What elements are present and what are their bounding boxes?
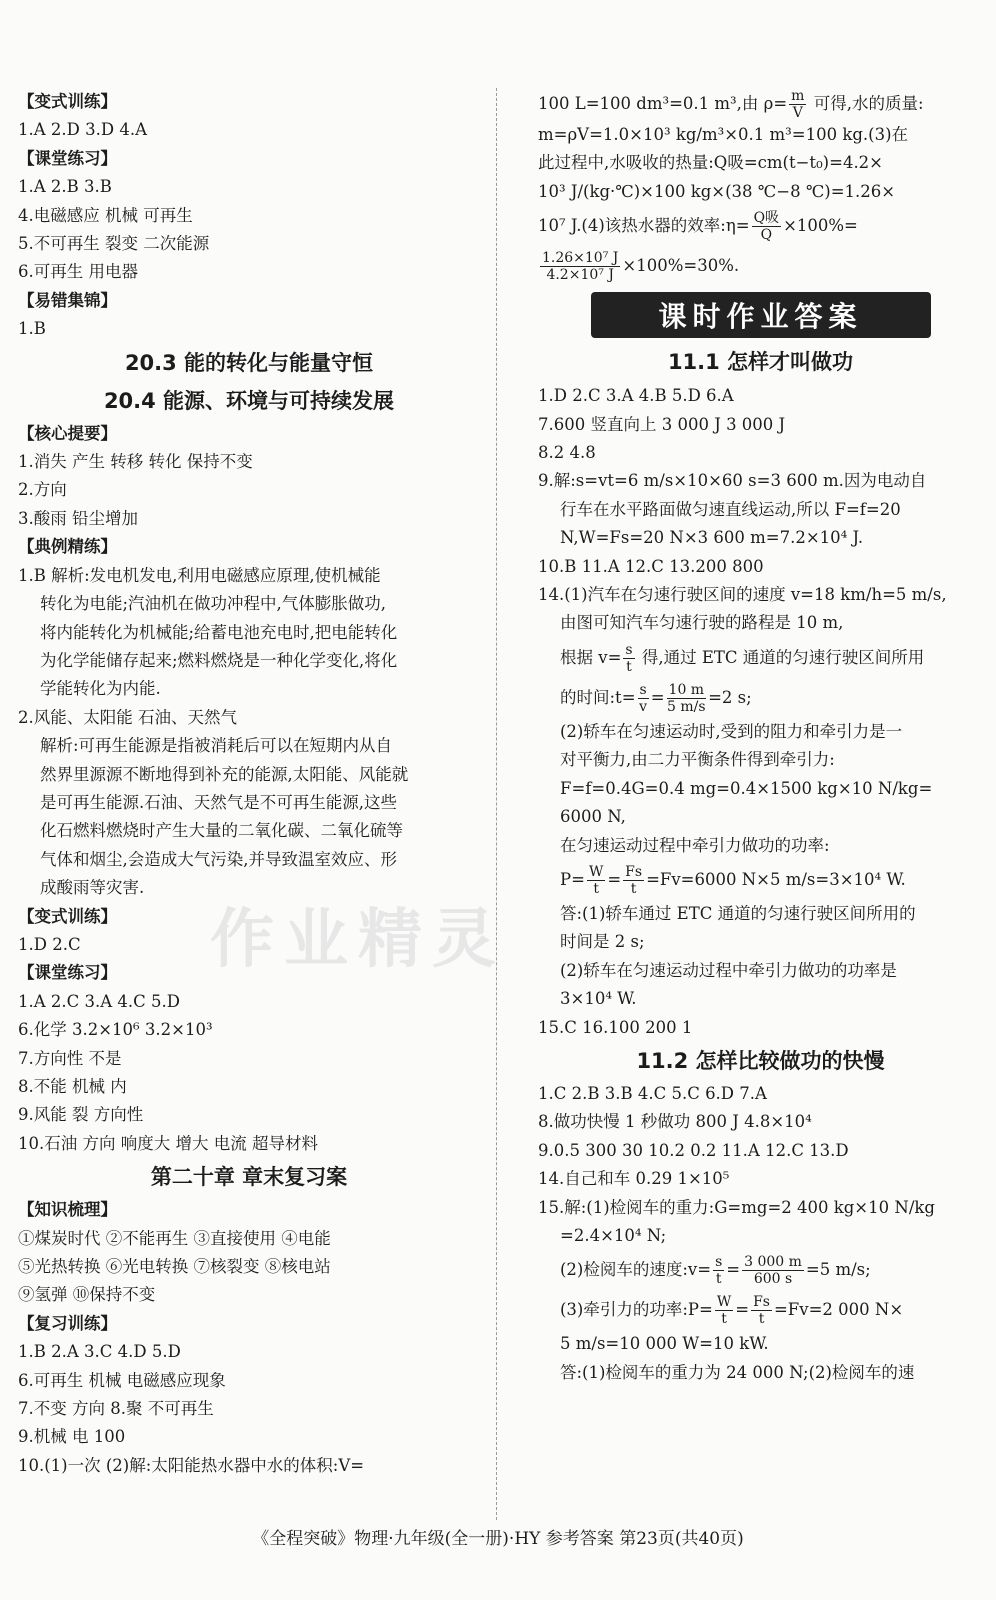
- section-label: 【典例精练】: [18, 537, 117, 557]
- answer-line: 6000 N,: [560, 807, 626, 827]
- page-footer: 《全程突破》物理·九年级(全一册)·HY 参考答案 第23页(共40页): [252, 1529, 744, 1549]
- answer-line: (2)轿车在匀速运动过程中牵引力做功的功率是: [560, 960, 897, 980]
- answer-line: (3)牵引力的功率:P= $\frac{W}{t}$ = $\frac{Fs}{t}$ =Fv=2 000 N×: [560, 1294, 904, 1328]
- fraction: $\frac{W}{t}$: [716, 1294, 732, 1328]
- answer-line: 由图可知汽车匀速行驶的路程是 10 m,: [560, 613, 844, 633]
- fraction: $\frac{s}{t}$: [625, 641, 633, 675]
- answer-line: 转化为电能;汽油机在做功冲程中,气体膨胀做功,: [40, 594, 387, 614]
- section-header-box: 课时作业答案: [591, 292, 931, 338]
- answer-line: 3×10⁴ W.: [560, 989, 637, 1009]
- answer-line: 行车在水平路面做匀速直线运动,所以 F=f=20: [560, 499, 901, 519]
- answer-line: 8.做功快慢 1 秒做功 800 J 4.8×10⁴: [538, 1112, 812, 1132]
- section-label: 【复习训练】: [18, 1313, 117, 1333]
- section-title: 20.3 能的转化与能量守恒: [124, 350, 374, 375]
- answer-line: 是可再生能源.石油、天然气是不可再生能源,这些: [40, 792, 397, 812]
- fraction: $\frac{Fs}{t}$: [753, 1294, 770, 1328]
- answer-line: 1.D 2.C: [18, 934, 81, 954]
- answer-line: 1.B 2.A 3.C 4.D 5.D: [18, 1342, 181, 1362]
- answer-line: F=f=0.4G=0.4 mg=0.4×1500 kg×10 N/kg=: [560, 778, 933, 798]
- answer-line: 为化学能储存起来;燃料燃烧是一种化学变化,将化: [40, 650, 398, 670]
- answer-line: 答:(1)轿车通过 ETC 通道的匀速行驶区间所用的: [560, 903, 916, 923]
- section-label: 【课堂练习】: [18, 963, 117, 983]
- answer-line: 6.可再生 用电器: [18, 262, 138, 282]
- answer-line: (2)轿车在匀速运动时,受到的阻力和牵引力是一: [560, 721, 903, 741]
- section-title: 11.2 怎样比较做功的快慢: [636, 1048, 885, 1073]
- answer-line: 14.(1)汽车在匀速行驶区间的速度 v=18 km/h=5 m/s,: [538, 585, 947, 605]
- section-title: 11.1 怎样才叫做功: [667, 350, 854, 375]
- fraction: $\frac{\text{1.26×10⁷ J}}{\text{4.2×10⁷ J}}$: [542, 250, 619, 284]
- answer-line: 5 m/s=10 000 W=10 kW.: [560, 1334, 769, 1354]
- answer-line: 7.方向性 不是: [18, 1048, 122, 1068]
- answer-line: 6.可再生 机械 电磁感应现象: [18, 1370, 226, 1390]
- answer-line: P= $\frac{W}{t}$ = $\frac{Fs}{t}$ =Fv=6000 N×5 m/s=3×10⁴ W.: [560, 863, 906, 897]
- section-label: 【变式训练】: [18, 906, 117, 926]
- answer-line: 10.(1)一次 (2)解:太阳能热水器中水的体积:V=: [18, 1455, 365, 1475]
- answer-line: 10.石油 方向 响度大 增大 电流 超导材料: [18, 1133, 318, 1153]
- answer-line: 将内能转化为机械能;给蓄电池充电时,把电能转化: [40, 622, 398, 642]
- answer-line: 15.解:(1)检阅车的重力:G=mg=2 400 kg×10 N/kg: [538, 1197, 935, 1217]
- answer-line: 对平衡力,由二力平衡条件得到牵引力:: [560, 750, 835, 770]
- answer-line: 5.不可再生 裂变 二次能源: [18, 234, 210, 254]
- answer-line: 1.A 2.B 3.B: [18, 177, 112, 197]
- answer-line: 2.风能、太阳能 石油、天然气: [18, 707, 237, 727]
- answer-line: 9.机械 电 100: [18, 1427, 126, 1447]
- answer-line: 此过程中,水吸收的热量:Q吸=cm(t−t₀)=4.2×: [538, 153, 884, 173]
- answer-line: 9.解:s=vt=6 m/s×10×60 s=3 600 m.因为电动自: [538, 471, 927, 491]
- answer-line: 9.风能 裂 方向性: [18, 1105, 144, 1125]
- answer-line: 学能转化为内能.: [40, 679, 161, 699]
- answer-line: 1.D 2.C 3.A 4.B 5.D 6.A: [538, 386, 734, 406]
- answer-line: 化石燃料燃烧时产生大量的二氧化碳、二氧化硫等: [40, 821, 403, 841]
- answer-line: 7.600 竖直向上 3 000 J 3 000 J: [538, 414, 786, 434]
- answer-line: ①煤炭时代 ②不能再生 ③直接使用 ④电能: [18, 1228, 331, 1248]
- answer-line: 解析:可再生能源是指被消耗后可以在短期内从自: [40, 736, 393, 756]
- answer-line: =2.4×10⁴ N;: [560, 1225, 667, 1245]
- fraction: $\frac{W}{t}$: [588, 863, 604, 897]
- answer-line: 1.A 2.D 3.D 4.A: [18, 120, 147, 140]
- answer-line: 时间是 2 s;: [560, 932, 645, 952]
- answer-line: 1.A 2.C 3.A 4.C 5.D: [18, 991, 181, 1011]
- answer-line: ⑤光热转换 ⑥光电转换 ⑦核裂变 ⑧核电站: [18, 1257, 331, 1277]
- answer-line: 1.B 解析:发电机发电,利用电磁感应原理,使机械能: [18, 565, 381, 585]
- answer-line: 7.不变 方向 8.聚 不可再生: [18, 1399, 214, 1419]
- section-title: 20.4 能源、环境与可持续发展: [103, 388, 395, 413]
- answer-line: 1.B: [18, 319, 46, 339]
- section-label: 【易错集锦】: [18, 290, 117, 310]
- column-divider: [496, 88, 497, 1520]
- answer-line: 1.C 2.B 3.B 4.C 5.C 6.D 7.A: [538, 1083, 767, 1103]
- answer-line: 答:(1)检阅车的重力为 24 000 N;(2)检阅车的速: [560, 1362, 915, 1382]
- answer-line: 15.C 16.100 200 1: [538, 1017, 693, 1037]
- answer-line: 4.电磁感应 机械 可再生: [18, 205, 193, 225]
- answer-line: m=ρV=1.0×10³ kg/m³×0.1 m³=100 kg.(3)在: [538, 125, 909, 144]
- left-column: [18, 88, 480, 1480]
- fraction: $\frac{3 000 m}{600 s}$: [744, 1254, 802, 1288]
- answer-line: 在匀速运动过程中牵引力做功的功率:: [560, 835, 830, 855]
- section-label: 【课堂练习】: [18, 148, 117, 168]
- answer-line: 2.方向: [18, 480, 67, 500]
- answer-line: 10⁷ J.(4)该热水器的效率:η= $\frac{\text{Q吸}}{Q}$ ×100%=: [538, 210, 858, 244]
- answer-line: 10.B 11.A 12.C 13.200 800: [538, 556, 764, 576]
- fraction: $\frac{s}{t}$: [715, 1254, 723, 1288]
- watermark-text: 作业精灵: [210, 903, 506, 977]
- answer-line: 然界里源源不断地得到补充的能源,太阳能、风能就: [40, 764, 409, 784]
- answer-line: 100 L=100 dm³=0.1 m³,由 ρ= $\frac{m}{V}$ 可得,水的质量:: [538, 88, 924, 121]
- answer-line: 10³ J/(kg·℃)×100 kg×(38 ℃−8 ℃)=1.26×: [538, 181, 896, 201]
- answer-line: 1.消失 产生 转移 转化 保持不变: [18, 452, 253, 472]
- answer-line: $\frac{\text{1.26×10⁷ J}}{\text{4.2×10⁷ J}}$ ×100%=30%.: [542, 250, 740, 284]
- fraction: $\frac{m}{V}$: [791, 88, 805, 121]
- answer-line: 的时间:t= $\frac{s}{v}$ = $\frac{10 m}{5 m/s}$ =2 s;: [560, 681, 752, 715]
- section-label: 【知识梳理】: [18, 1200, 117, 1220]
- fraction: $\frac{s}{v}$: [639, 681, 648, 715]
- answer-line: ⑨氢弹 ⑩保持不变: [18, 1285, 156, 1305]
- fraction: $\frac{\text{Q吸}}{Q}$: [753, 210, 780, 244]
- section-label: 【核心提要】: [18, 423, 117, 443]
- section-title: 第二十章 章末复习案: [150, 1165, 348, 1190]
- answer-line: 14.自己和车 0.29 1×10⁵: [538, 1169, 730, 1189]
- answer-line: 3.酸雨 铅尘增加: [18, 508, 138, 528]
- answer-line: N,W=Fs=20 N×3 600 m=7.2×10⁴ J.: [560, 528, 864, 548]
- fraction: $\frac{10 m}{5 m/s}$: [667, 681, 706, 715]
- answer-line: 成酸雨等灾害.: [40, 878, 145, 898]
- section-label: 【变式训练】: [18, 92, 117, 111]
- answer-line: 8.不能 机械 内: [18, 1077, 127, 1096]
- answer-line: 9.0.5 300 30 10.2 0.2 11.A 12.C 13.D: [538, 1140, 849, 1160]
- answer-line: (2)检阅车的速度:v= $\frac{s}{t}$ = $\frac{3 000 m}{600 s}$ =5 m/s;: [560, 1254, 871, 1288]
- answer-line: 气体和烟尘,会造成大气污染,并导致温室效应、形: [40, 849, 397, 869]
- answer-line: 6.化学 3.2×10⁶ 3.2×10³: [18, 1020, 213, 1040]
- answer-line: 根据 v= $\frac{s}{t}$ 得,通过 ETC 通道的匀速行驶区间所用: [560, 641, 925, 675]
- answer-line: 8.2 4.8: [538, 443, 596, 463]
- fraction: $\frac{Fs}{t}$: [625, 863, 643, 897]
- right-column: [538, 88, 983, 1387]
